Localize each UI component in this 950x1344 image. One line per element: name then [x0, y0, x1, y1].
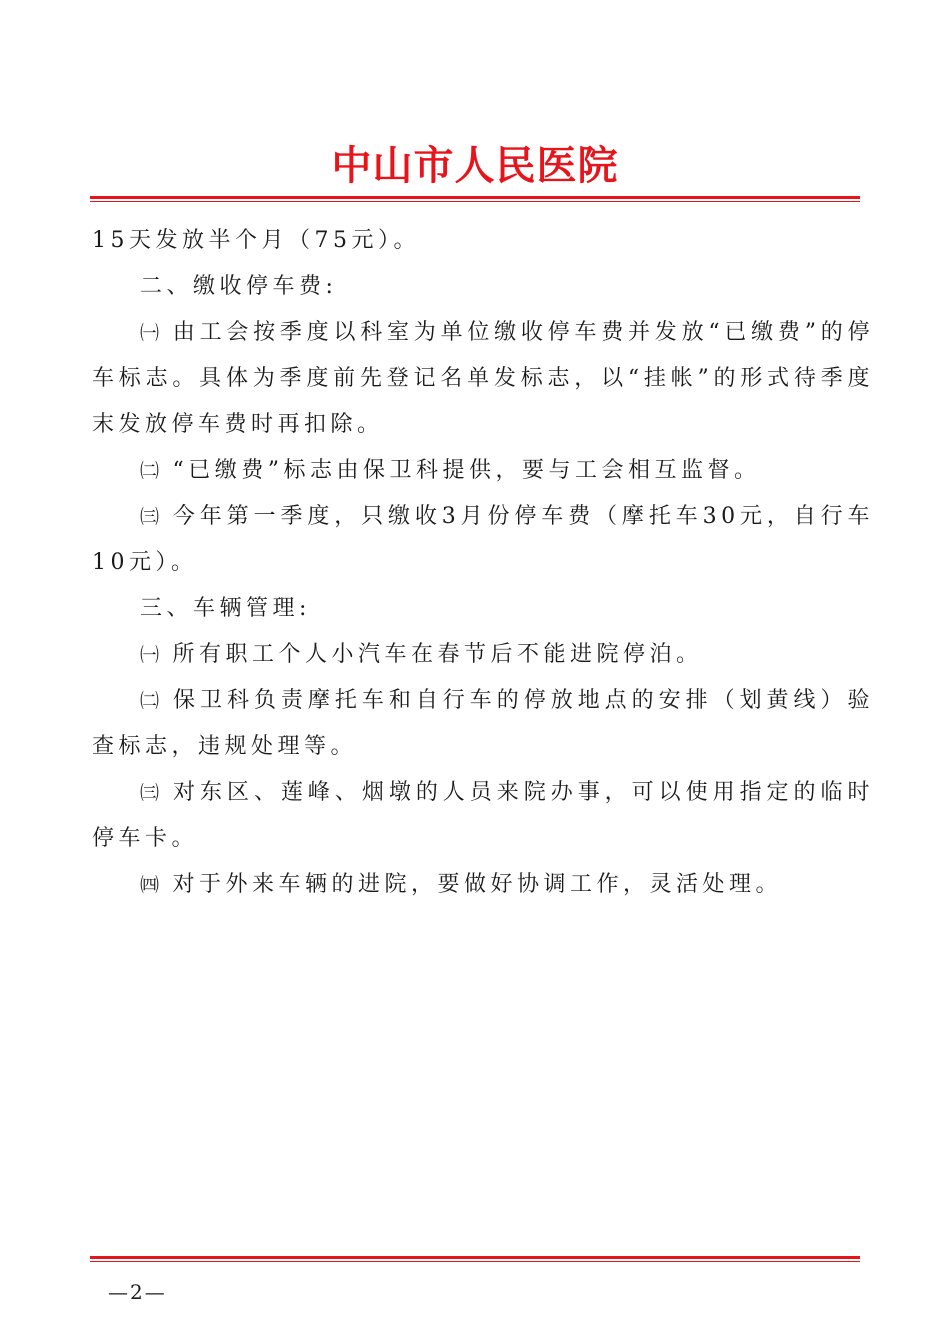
- list-marker: ㈢: [140, 782, 162, 804]
- paragraph: [92, 862, 874, 908]
- paragraph-text: 对东区、莲峰、烟墩的人员来院办事，可以使用指定的临时停车卡。: [92, 780, 874, 851]
- paragraph-text: 所有职工个人小汽车在春节后不能进院停泊。: [172, 642, 703, 667]
- list-marker: ㈠: [140, 322, 162, 344]
- paragraph: [92, 264, 874, 310]
- paragraph: [92, 494, 874, 586]
- list-marker: ㈡: [140, 460, 162, 482]
- paragraph-text: 二、缴收停车费:: [140, 274, 338, 299]
- paragraph-text: “已缴费”标志由保卫科提供，要与工会相互监督。: [172, 458, 761, 483]
- paragraph: [92, 678, 874, 770]
- paragraph-text: 保卫科负责摩托车和自行车的停放地点的安排（划黄线）验查标志，违规处理等。: [92, 688, 874, 759]
- page-number: —2—: [108, 1280, 167, 1304]
- paragraph: [92, 586, 874, 632]
- header-red-rule: [90, 196, 860, 202]
- document-body: [92, 218, 874, 908]
- paragraph: [92, 632, 874, 678]
- list-marker: ㈡: [140, 690, 162, 712]
- footer-red-rule: [90, 1256, 860, 1262]
- list-marker: ㈢: [140, 506, 162, 528]
- paragraph-text: 由工会按季度以科室为单位缴收停车费并发放“已缴费”的停车标志。具体为季度前先登记名单发标志，以“挂帐”的形式待季度末发放停车费时再扣除。: [92, 320, 875, 437]
- paragraph-text: 15天发放半个月（75元）。: [92, 228, 420, 253]
- paragraph-text: 对于外来车辆的进院，要做好协调工作，灵活处理。: [172, 872, 783, 897]
- list-marker: ㈣: [140, 874, 162, 896]
- paragraph-text: 今年第一季度，只缴收3月份停车费（摩托车30元，自行车10元）。: [92, 504, 874, 575]
- list-marker: ㈠: [140, 644, 162, 666]
- paragraph: [92, 218, 874, 264]
- paragraph: [92, 448, 874, 494]
- paragraph: [92, 770, 874, 862]
- paragraph-text: 三、车辆管理:: [140, 596, 311, 621]
- paragraph: [92, 310, 874, 448]
- document-header-title: 中山市人民医院: [331, 143, 619, 189]
